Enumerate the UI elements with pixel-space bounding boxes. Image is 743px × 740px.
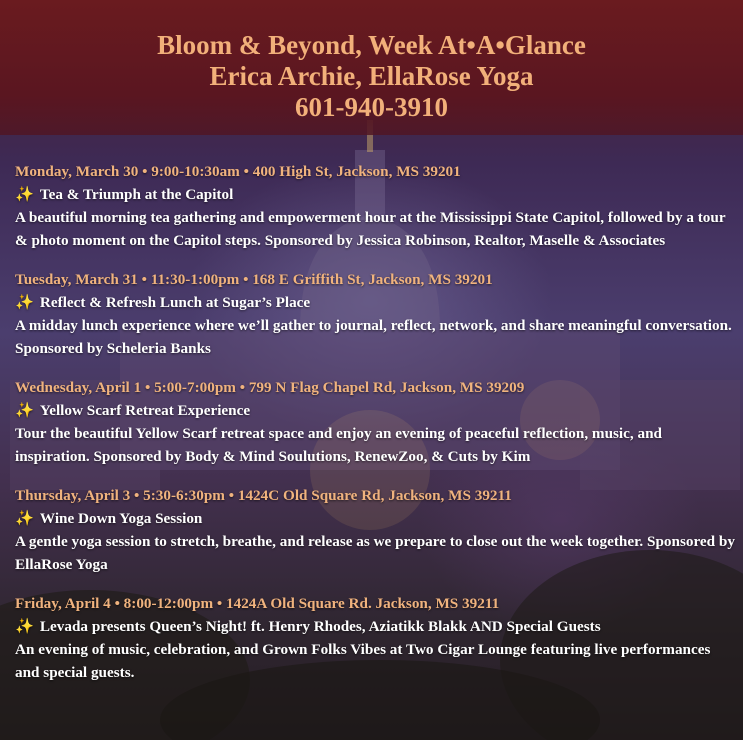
event-meta: Monday, March 30 • 9:00-10:30am • 400 High St, Jackson, MS 39201	[15, 163, 461, 180]
event-friday	[15, 592, 735, 684]
event-meta: Wednesday, April 1 • 5:00-7:00pm • 799 N Flag Chapel Rd, Jackson, MS 39209	[15, 379, 525, 396]
event-thursday	[15, 484, 735, 576]
sparkle-icon: ✨	[15, 510, 34, 527]
sparkle-icon: ✨	[15, 186, 34, 203]
event-title-row	[15, 183, 735, 206]
event-title: Levada presents Queen’s Night! ft. Henry Rhodes, Aziatikk Blakk AND Special Guests	[39, 618, 601, 635]
sparkle-icon: ✨	[15, 618, 34, 635]
event-title: Wine Down Yoga Session	[39, 510, 203, 527]
event-title: Reflect & Refresh Lunch at Sugar’s Place	[39, 294, 311, 311]
event-title: Yellow Scarf Retreat Experience	[39, 402, 251, 419]
header-title: Bloom & Beyond, Week At•A•Glance	[157, 30, 586, 60]
event-description: An evening of music, celebration, and Grown Folks Vibes at Two Cigar Lounge featuring live performances and special guests.	[15, 641, 711, 681]
header-phone: 601-940-3910	[295, 92, 448, 122]
event-meta: Friday, April 4 • 8:00-12:00pm • 1424A Old Square Rd. Jackson, MS 39211	[15, 595, 500, 612]
event-description: A beautiful morning tea gathering and empowerment hour at the Mississippi State Capitol, followed by a tour & photo moment on the Capitol steps. Sponsored by Jessica Robinson, Realtor, Maselle & Associates	[15, 209, 726, 249]
event-description: Tour the beautiful Yellow Scarf retreat space and enjoy an evening of peaceful reflection, music, and inspiration. Sponsored by Body & Mind Soulutions, RenewZoo, & Cuts by Kim	[15, 425, 662, 465]
event-title-row	[15, 399, 735, 422]
event-list	[15, 160, 735, 700]
event-description: A gentle yoga session to stretch, breathe, and release as we prepare to close out the week together. Sponsored by EllaRose Yoga	[15, 533, 735, 573]
event-tuesday	[15, 268, 735, 360]
header-host: Erica Archie, EllaRose Yoga	[209, 61, 534, 91]
event-wednesday	[15, 376, 735, 468]
event-title-row	[15, 507, 735, 530]
event-title: Tea & Triumph at the Capitol	[39, 186, 234, 203]
event-meta: Thursday, April 3 • 5:30-6:30pm • 1424C Old Square Rd, Jackson, MS 39211	[15, 487, 512, 504]
sparkle-icon: ✨	[15, 294, 34, 311]
event-title-row	[15, 291, 735, 314]
event-monday	[15, 160, 735, 252]
event-description: A midday lunch experience where we’ll gather to journal, reflect, network, and share meaningful conversation. Sponsored by Scheleria Banks	[15, 317, 732, 357]
event-title-row	[15, 615, 735, 638]
sparkle-icon: ✨	[15, 402, 34, 419]
event-meta: Tuesday, March 31 • 11:30-1:00pm • 168 E Griffith St, Jackson, MS 39201	[15, 271, 493, 288]
flyer-header	[0, 0, 743, 135]
